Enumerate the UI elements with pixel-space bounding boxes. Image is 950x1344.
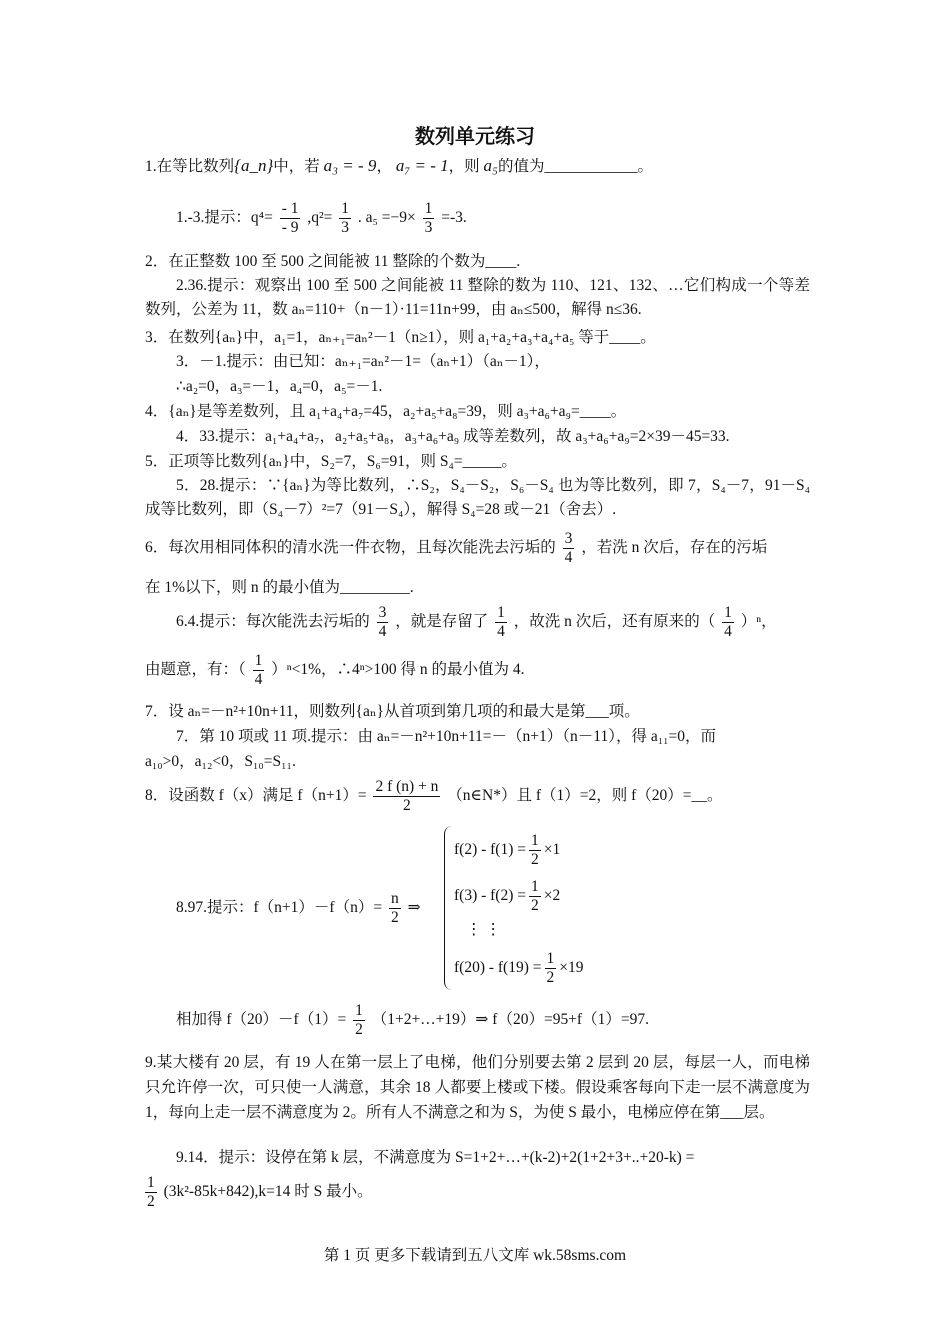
fraction: $\frac{3}{4}$ xyxy=(378,604,387,640)
answer-9-line-1: 9.14．提示：设停在第 k 层，不满意度为 S=1+2+…+(k-2)+2(1+2+3+..+20-k) = xyxy=(176,1149,695,1166)
question-1: 1.在等比数列{a_n}中，若 a₃ = - 9， a₇ = - 1，则 a₅的值为____________。 xyxy=(145,156,653,175)
answer-6-line-2: 由题意，有：（ $\frac{1}{4}$ ）ⁿ<1%，∴4ⁿ>100 得 n 的最小值为 4. xyxy=(145,652,525,688)
fraction: $\frac{1}{2}$ xyxy=(147,1174,155,1210)
question-9: 9.某大楼有 20 层，有 19 人在第一层上了电梯，他们分别要去第 2 层到 20 层，每层一人，而电梯只允许停一次，可只使一人满意，其余 18 人都要上楼或下楼。假设乘客每向下走一层不满意度为 1，每向上走一层不满意度为 2。所有人不满意之和为 S，为使 S 最小，电梯应停在第___层。 xyxy=(145,1054,810,1121)
fraction: $\frac{2 f (n) + n}{2}$ xyxy=(375,778,439,814)
answer-4: 4．33.提示：a₁+a₄+a₇，a₂+a₅+a₈，a₃+a₆+a₉ 成等差数列，故 a₃+a₆+a₉=2×39－45=33. xyxy=(176,428,730,445)
fraction: $\frac{1}{3}$ xyxy=(424,200,433,236)
equation-ellipsis: ⋮ ⋮ xyxy=(466,921,501,938)
answer-8-sum: 相加得 f（20）－f（1）= $\frac{1}{2}$ （1+2+…+19）⇒ f（20）=95+f（1）=97. xyxy=(176,1002,649,1038)
page-footer: 第 1 页 更多下载请到五八文库 wk.58sms.com xyxy=(323,1247,627,1264)
answer-6-line-1: 6.4.提示：每次能洗去污垢的 $\frac{3}{4}$ ，就是存留了 $\frac{1}{4}$ ，故洗 n 次后，还有原来的（ $\frac{1}{4}$ ）ⁿ， xyxy=(176,604,777,640)
question-2: 2．在正整数 100 至 500 之间能被 11 整除的个数为____. xyxy=(145,253,521,270)
question-8: 8．设函数 f（x）满足 f（n+1）= $\frac{2 f (n) + n}{2}$ （n∈N*）且 f（1）=2，则 f（20）=__。 xyxy=(145,778,723,814)
answer-1: 1.-3.提示：q⁴= $\frac{- 1}{- 9}$ ,q²= $\frac{1}{3}$ . a₅ =−9× $\frac{1}{3}$ =-3. xyxy=(176,200,467,236)
equation-2: f(3) - f(2) = $\frac{1}{2}$ ×2 xyxy=(454,878,561,914)
fraction: $\frac{1}{4}$ xyxy=(254,652,263,688)
equation-4: f(20) - f(19) = $\frac{1}{2}$ ×19 xyxy=(454,950,584,986)
fraction: $\frac{1}{3}$ xyxy=(341,200,349,236)
equation-1: f(2) - f(1) = $\frac{1}{2}$ ×1 xyxy=(454,832,561,868)
answer-7-line-2: a₁₀>0，a₁₂<0，S₁₀=S₁₁. xyxy=(145,753,296,770)
question-5: 5．正项等比数列{aₙ}中，S₂=7，S₆=91，则 S₄=_____。 xyxy=(145,453,517,470)
fraction: $\frac{1}{4}$ xyxy=(497,604,505,640)
answer-3-line-1: 3．－1.提示：由已知：aₙ₊₁=aₙ²－1=（aₙ+1）（aₙ－1）， xyxy=(176,353,550,370)
fraction: $\frac{3}{4}$ xyxy=(564,530,573,566)
fraction: $\frac{- 1}{- 9}$ xyxy=(281,200,299,236)
equation-system xyxy=(444,826,644,990)
answer-5: 5．28.提示：∵{aₙ}为等比数列，∴S₂，S₄－S₂，S₆－S₄ 也为等比数列，即 7，S₄－7，91－S₄ 成等比数列，即（S₄－7）²=7（91－S₄），解得 S₄=28 或－21（舍去）. xyxy=(145,477,810,519)
fraction: $\frac{n}{2}$ xyxy=(390,890,399,926)
answer-8-intro: 8.97.提示：f（n+1）－f（n）= $\frac{n}{2}$ ⇒ xyxy=(176,890,421,926)
question-7: 7．设 aₙ=－n²+10n+11，则数列{aₙ}从首项到第几项的和最大是第___项。 xyxy=(145,703,640,720)
question-4: 4．{aₙ}是等差数列，且 a₁+a₄+a₇=45，a₂+a₅+a₈=39，则 a₃+a₆+a₉=____。 xyxy=(145,403,627,420)
answer-9-line-2: $\frac{1}{2}$ (3k²-85k+842),k=14 时 S 最小。 xyxy=(147,1174,373,1210)
question-3: 3．在数列{aₙ}中，a₁=1，aₙ₊₁=aₙ²－1（n≥1），则 a₁+a₂+a₃+a₄+a₅ 等于____。 xyxy=(145,329,656,346)
question-6-line-2: 在 1%以下，则 n 的最小值为_________. xyxy=(145,579,414,596)
page-title: 数列单元练习 xyxy=(415,126,535,148)
question-6: 6．每次用相同体积的清水洗一件衣物，且每次能洗去污垢的 $\frac{3}{4}$ ，若洗 n 次后，存在的污垢 xyxy=(145,530,768,566)
fraction: $\frac{1}{2}$ xyxy=(355,1002,363,1038)
answer-3-line-2: ∴a₂=0，a₃=－1，a₄=0，a₅=－1. xyxy=(176,378,383,395)
answer-2: 2.36.提示：观察出 100 至 500 之间能被 11 整除的数为 110、121、132、…它们构成一个等差数列，公差为 11，数 aₙ=110+（n－1）·11=11n+99，由 aₙ≤500，解得 n≤36. xyxy=(145,277,810,319)
fraction: $\frac{1}{4}$ xyxy=(724,604,732,640)
answer-7-line-1: 7．第 10 项或 11 项.提示：由 aₙ=－n²+10n+11=－（n+1）（n－11），得 a₁₁=0，而 xyxy=(176,728,717,745)
